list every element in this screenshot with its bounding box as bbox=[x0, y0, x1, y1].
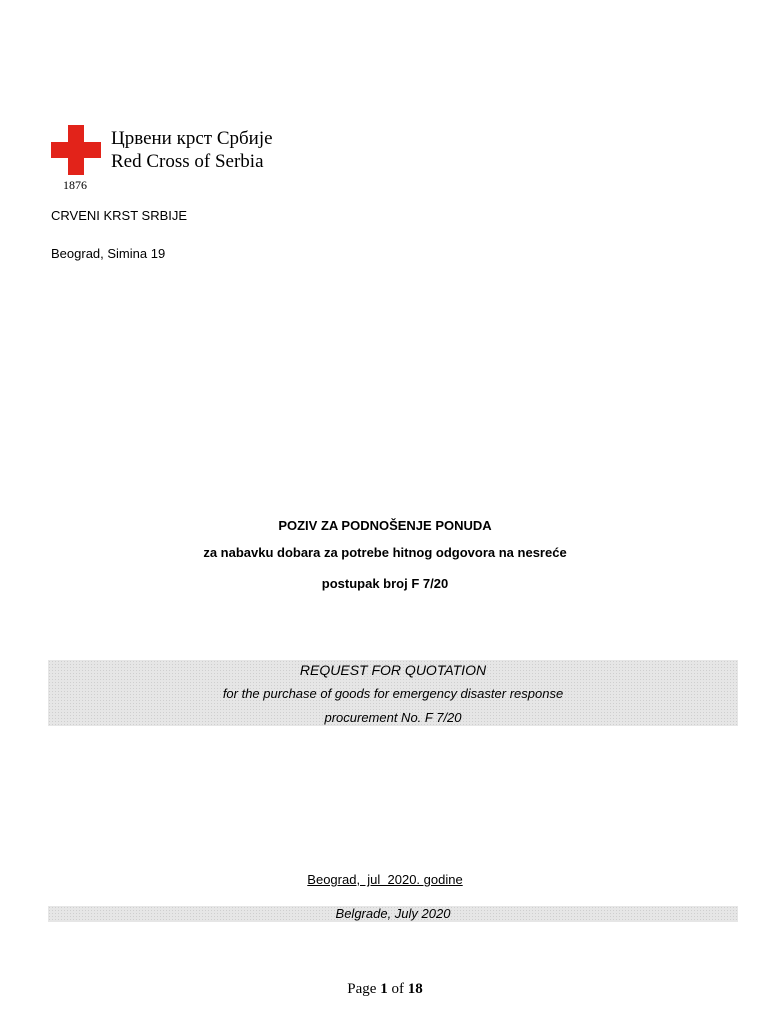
date-serbian bbox=[0, 872, 770, 888]
organization-address: Beograd, Simina 19 bbox=[51, 246, 166, 261]
organization-name: CRVENI KRST SRBIJE bbox=[51, 208, 188, 223]
procedure-number-english: procurement No. F 7/20 bbox=[324, 710, 462, 725]
logo-name-cyrillic: Црвени крст Србије bbox=[111, 128, 273, 149]
total-pages-number: 18 bbox=[407, 981, 423, 997]
of-word: of bbox=[391, 981, 404, 997]
cross-vertical-bar bbox=[68, 125, 84, 175]
date-english-block bbox=[48, 906, 738, 922]
document-title-serbian: POZIV ZA PODNOŠENJE PONUDA bbox=[278, 518, 492, 533]
procedure-number-serbian: postupak broj F 7/20 bbox=[321, 576, 449, 591]
date-serbian-text: Beograd, jul 2020. godine bbox=[307, 872, 463, 887]
english-title-block bbox=[48, 660, 738, 726]
page-number-footer bbox=[0, 980, 770, 998]
document-subtitle-serbian: za nabavku dobara za potrebe hitnog odgovora na nesreće bbox=[203, 545, 567, 560]
page-word: Page bbox=[347, 981, 377, 997]
document-title-english: REQUEST FOR QUOTATION bbox=[299, 662, 487, 678]
date-english: Belgrade, July 2020 bbox=[335, 906, 451, 921]
current-page-number: 1 bbox=[380, 981, 388, 997]
red-cross-logo-icon bbox=[51, 125, 101, 175]
document-subtitle-english: for the purchase of goods for emergency disaster response bbox=[222, 686, 564, 701]
logo-name-english: Red Cross of Serbia bbox=[111, 151, 264, 172]
logo-year: 1876 bbox=[63, 178, 87, 192]
